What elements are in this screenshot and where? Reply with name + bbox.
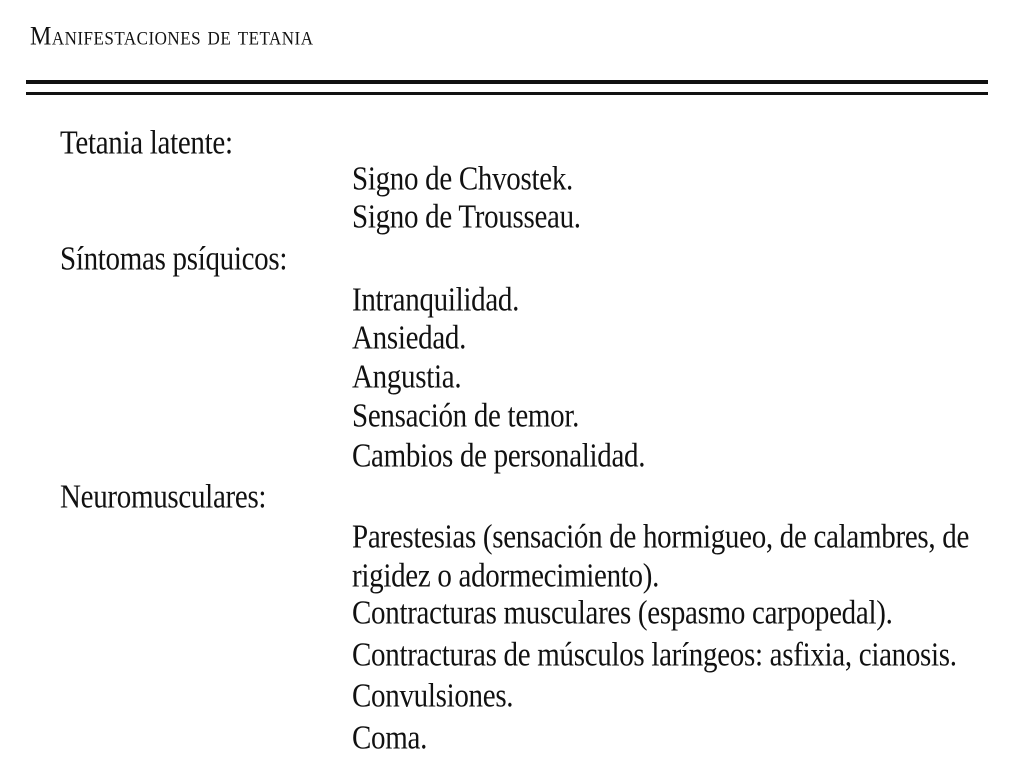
- title-rule-thick: [26, 80, 988, 84]
- list-item: Signo de Trousseau.: [352, 198, 581, 236]
- list-item: Convulsiones.: [352, 677, 514, 715]
- list-item: Signo de Chvostek.: [352, 160, 573, 198]
- list-item: Angustia.: [352, 358, 462, 396]
- list-item: Intranquilidad.: [352, 281, 520, 319]
- list-item: Coma.: [352, 719, 428, 757]
- list-item: rigidez o adormecimiento).: [352, 557, 660, 595]
- section-label-neuromusculares: Neuromusculares:: [60, 478, 267, 516]
- list-item: Ansiedad.: [352, 319, 467, 357]
- list-item: Contracturas musculares (espasmo carpopedal).: [352, 594, 893, 632]
- title-rule-thin: [26, 92, 988, 95]
- list-item: Sensación de temor.: [352, 397, 580, 435]
- list-item: Contracturas de músculos laríngeos: asfixia, cianosis.: [352, 636, 957, 674]
- document-title: Manifestaciones de tetania: [30, 22, 314, 52]
- list-item: Parestesias (sensación de hormigueo, de calambres, de: [352, 518, 970, 556]
- section-label-tetania-latente: Tetania latente:: [60, 124, 233, 162]
- section-label-sintomas-psiquicos: Síntomas psíquicos:: [60, 240, 288, 278]
- list-item: Cambios de personalidad.: [352, 437, 646, 475]
